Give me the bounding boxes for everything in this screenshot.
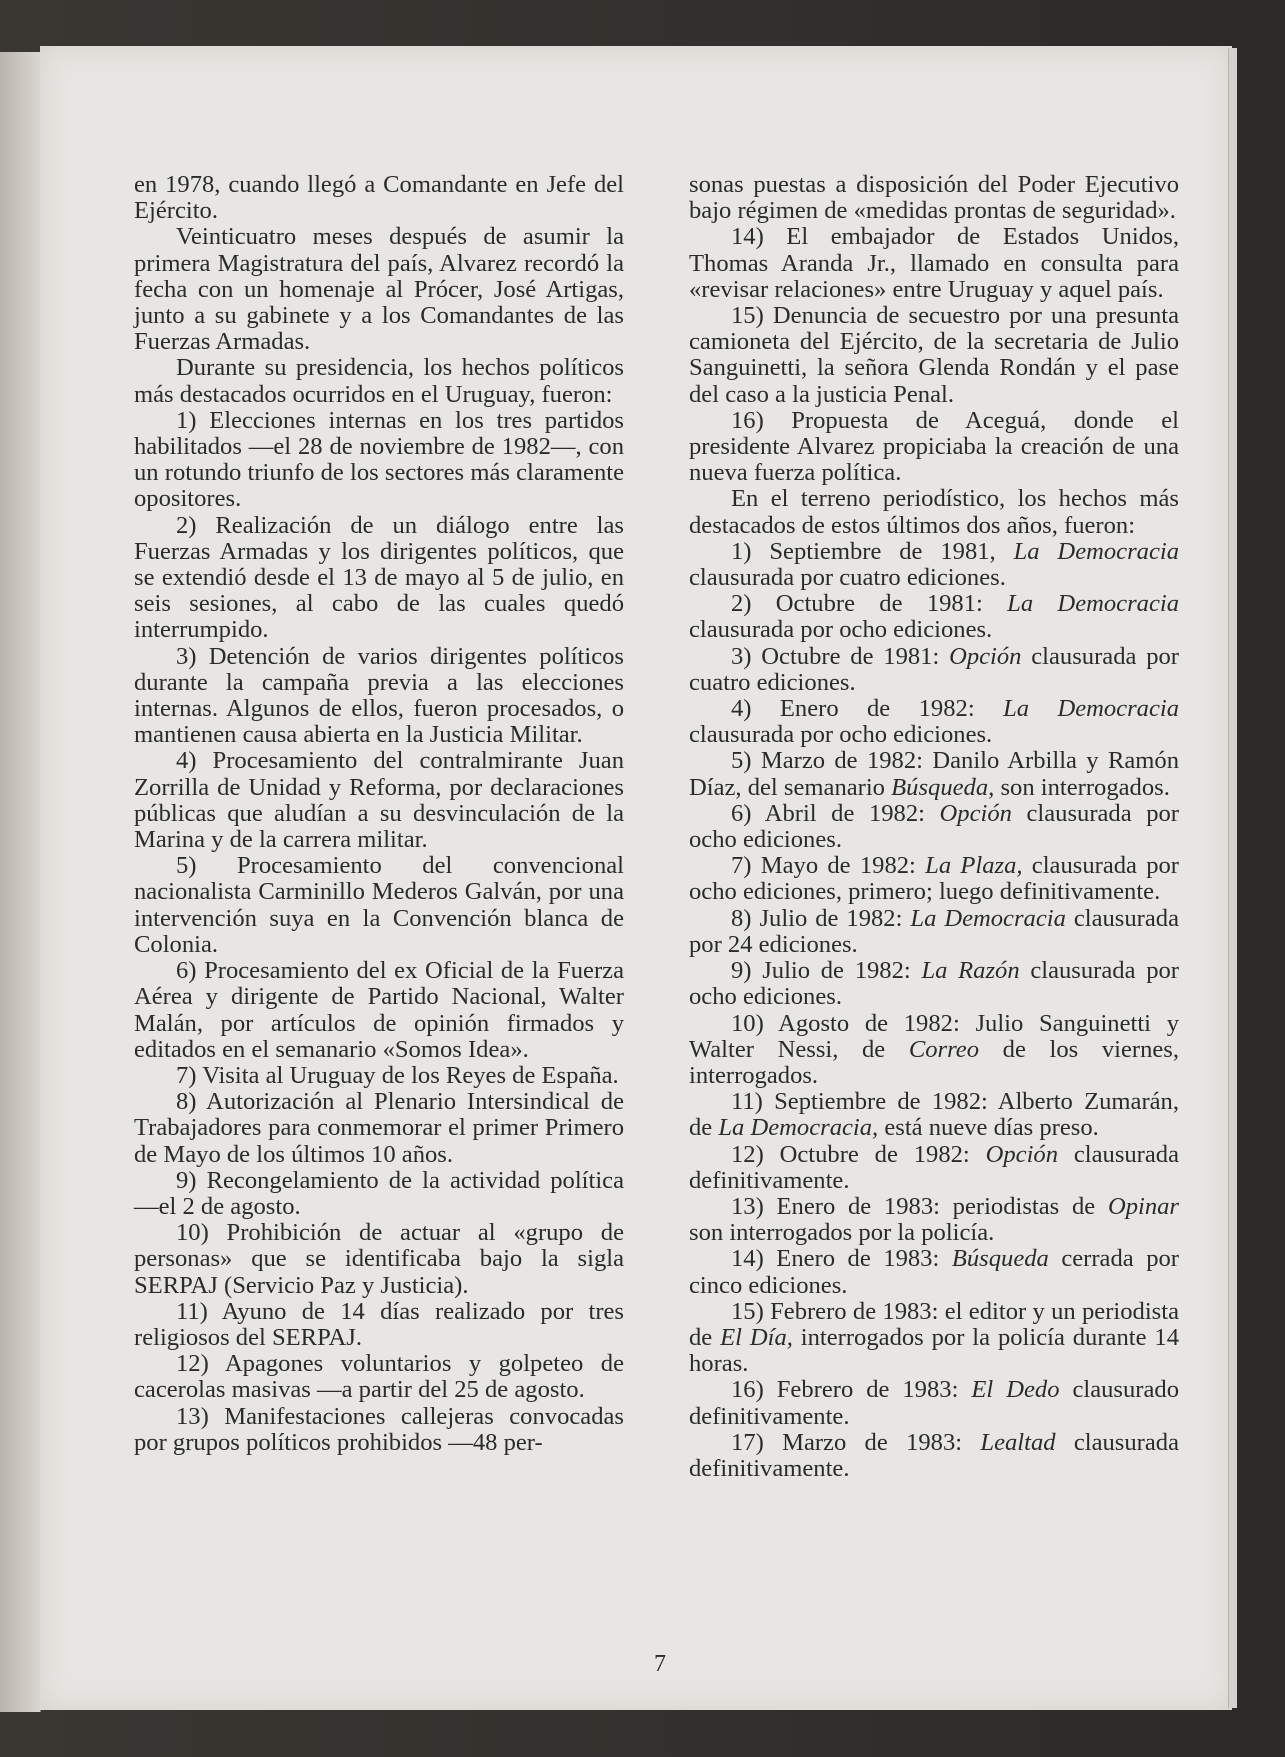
text-run: 3) Detención de varios dirigentes políticos durante la campaña previa a las elecciones internas. Algunos de ellos, fueron procesados, o mantienen causa abierta en la Justicia Militar.: [134, 642, 624, 749]
text-run: son interrogados por la policía.: [689, 1219, 995, 1247]
publication-title: El Dedo: [971, 1376, 1060, 1404]
publication-title: Opción: [949, 642, 1022, 670]
text-run: clausurada por ocho ediciones, primero; luego definitivamente.: [689, 852, 1179, 906]
text-run: son interrogados.: [994, 773, 1170, 801]
list-item: [689, 644, 1179, 696]
list-item: [689, 1011, 1179, 1090]
list-item: [689, 1299, 1179, 1378]
text-run: clausurada definitivamente.: [689, 1428, 1179, 1482]
list-item: [134, 958, 624, 1063]
list-item: [689, 539, 1179, 591]
text-run: 16) Febrero de 1983:: [731, 1376, 972, 1404]
paragraph: [134, 172, 624, 224]
publication-title: La Democracia: [1013, 537, 1179, 565]
list-item: [689, 1246, 1179, 1298]
text-run: 7) Mayo de 1982:: [731, 852, 926, 880]
text-run: 4) Procesamiento del contralmirante Juan Zorrilla de Unidad y Reforma, por declaraciones públicas que aludían a su desvinculación de la Marina y de la carrera militar.: [134, 747, 624, 854]
text-run: está nueve días preso.: [878, 1114, 1099, 1142]
left-column: [134, 172, 624, 1456]
list-item: [689, 224, 1179, 303]
list-item: [134, 1404, 624, 1456]
publication-title: La Democracia,: [718, 1114, 879, 1142]
text-run: clausurada por ocho ediciones.: [689, 799, 1179, 854]
text-run: clausurada por cuatro ediciones.: [689, 564, 1006, 592]
text-run: 3) Octubre de 1981:: [731, 642, 950, 670]
text-run: 2) Octubre de 1981:: [731, 590, 1008, 618]
text-run: 11) Ayuno de 14 días realizado por tres religiosos del SERPAJ.: [134, 1297, 624, 1351]
list-item: [134, 408, 624, 513]
list-item: [134, 1351, 624, 1403]
text-run: 5) Procesamiento del convencional nacionalista Carminillo Mederos Galván, por una intervención suya en la Convención blanca de Colonia.: [134, 852, 624, 958]
text-run: en 1978, cuando llegó a Comandante en Jefe del Ejército.: [134, 171, 624, 225]
publication-title: El Día,: [720, 1323, 793, 1351]
text-run: Durante su presidencia, los hechos políticos más destacados ocurridos en el Uruguay, fueron:: [134, 354, 624, 408]
text-run: Veinticuatro meses después de asumir la primera Magistratura del país, Alvarez recordó la fecha con un homenaje al Prócer, José Artigas, junto a su gabinete y a los Comandantes de las Fuerzas Armadas.: [134, 223, 624, 356]
text-run: clausurada definitivamente.: [689, 1140, 1180, 1194]
list-item: [134, 748, 624, 853]
text-run: 14) El embajador de Estados Unidos, Thomas Aranda Jr., llamado en consulta para «revisar relaciones» entre Uruguay y aquel país.: [689, 223, 1179, 303]
text-run: 12) Octubre de 1982:: [731, 1140, 986, 1168]
text-run: 14) Enero de 1983:: [731, 1245, 952, 1273]
text-run: 1) Elecciones internas en los tres partidos habilitados —el 28 de noviembre de 1982—, con un rotundo triunfo de los sectores más claramente opositores.: [134, 406, 624, 513]
text-run: 5) Marzo de 1982: Danilo Arbilla y Ramón Díaz, del semanario: [689, 747, 1179, 801]
text-run: interrogados por la policía durante 14 horas.: [689, 1323, 1179, 1378]
publication-title: Opinar: [1107, 1192, 1179, 1220]
list-item: [134, 1220, 624, 1299]
page-number: 7: [654, 1651, 666, 1677]
text-run: 17) Marzo de 1983:: [731, 1428, 981, 1456]
text-run: 6) Procesamiento del ex Oficial de la Fuerza Aérea y dirigente de Partido Nacional, Walter Malán, por artículos de opinión firmados y editados en el semanario «Somos Idea».: [134, 957, 624, 1063]
list-item: [689, 1377, 1179, 1429]
text-run: 16) Propuesta de Aceguá, donde el presidente Alvarez propiciaba la creación de una nueva fuerza política.: [689, 406, 1179, 487]
list-item: [689, 408, 1179, 487]
list-item: [689, 1430, 1179, 1482]
list-item: [689, 748, 1179, 800]
list-item: [689, 801, 1179, 853]
text-run: 8) Autorización al Plenario Intersindical de Trabajadores para conmemorar el primer Primero de Mayo de los últimos 10 años.: [134, 1088, 624, 1168]
list-item: [689, 958, 1179, 1010]
text-run: cerrada por cinco ediciones.: [689, 1245, 1179, 1299]
text-run: 13) Manifestaciones callejeras convocadas por grupos políticos prohibidos —48 per-: [134, 1402, 624, 1456]
text-run: 9) Recongelamiento de la actividad política —el 2 de agosto.: [134, 1166, 624, 1220]
text-run: 9) Julio de 1982:: [731, 957, 922, 985]
publication-title: La Democracia: [910, 904, 1066, 932]
text-run: 1) Septiembre de 1981,: [731, 537, 1014, 565]
list-item: [689, 1142, 1179, 1194]
list-item: [134, 1168, 624, 1220]
text-run: 10) Agosto de 1982: Julio Sanguinetti y Walter Nessi, de: [689, 1009, 1179, 1063]
text-run: de los viernes, interrogados.: [689, 1035, 1180, 1089]
publication-title: Opción: [985, 1140, 1059, 1168]
text-run: clausurada por ocho ediciones.: [689, 721, 993, 749]
list-item: [689, 696, 1179, 748]
text-run: clausurado definitivamente.: [689, 1376, 1179, 1430]
list-item: [134, 1299, 624, 1351]
text-run: sonas puestas a disposición del Poder Ejecutivo bajo régimen de «medidas prontas de seguridad».: [689, 171, 1179, 225]
text-run: 15) Febrero de 1983: el editor y un periodista de: [689, 1297, 1179, 1351]
text-run: En el terreno periodístico, los hechos más destacados de estos últimos dos años, fueron:: [689, 485, 1179, 539]
text-run: 10) Prohibición de actuar al «grupo de personas» que se identificaba bajo la sigla SERPAJ (Servicio Paz y Justicia).: [134, 1219, 624, 1299]
list-item: [689, 853, 1179, 905]
list-item: [689, 591, 1179, 643]
text-run: 2) Realización de un diálogo entre las Fuerzas Armadas y los dirigentes políticos, que se extendió desde el 13 de mayo al 5 de julio, en seis sesiones, al cabo de las cuales quedó interrumpido.: [134, 511, 624, 644]
paragraph: [689, 172, 1179, 224]
list-item: [689, 1089, 1179, 1141]
text-run: 12) Apagones voluntarios y golpeteo de cacerolas masivas —a partir del 25 de agosto.: [134, 1350, 624, 1404]
publication-title: La Democracia: [1003, 695, 1180, 723]
previous-page-edge: [0, 52, 41, 1712]
publication-title: Opción: [939, 799, 1012, 827]
publication-title: Lealtad: [980, 1428, 1056, 1456]
publication-title: Búsqueda: [951, 1245, 1049, 1273]
text-run: clausurada por 24 ediciones.: [689, 904, 1179, 958]
right-column: [689, 172, 1179, 1482]
text-run: clausurada por ocho ediciones.: [689, 616, 993, 644]
list-item: [134, 1089, 624, 1168]
list-item: [134, 1063, 624, 1089]
list-item: [134, 644, 624, 749]
paragraph: [689, 486, 1179, 538]
text-run: 4) Enero de 1982:: [731, 695, 1004, 723]
list-item: [134, 513, 624, 644]
publication-title: Búsqueda,: [891, 773, 995, 801]
page-right-edge: [1228, 48, 1237, 1708]
publication-title: La Plaza,: [925, 852, 1023, 880]
text-run: 8) Julio de 1982:: [731, 904, 911, 932]
text-run: 15) Denuncia de secuestro por una presunta camioneta del Ejército, de la secretaria de Julio Sanguinetti, la señora Glenda Rondán y el pase del caso a la justicia Penal.: [689, 302, 1179, 408]
paragraph: [134, 224, 624, 355]
list-item: [689, 1194, 1179, 1246]
publication-title: La Democracia: [1007, 590, 1179, 618]
text-run: 6) Abril de 1982:: [731, 799, 940, 827]
text-run: clausurada por ocho ediciones.: [689, 957, 1179, 1011]
text-run: 11) Septiembre de 1982: Alberto Zumarán, de: [689, 1088, 1179, 1142]
publication-title: La Razón: [921, 957, 1020, 985]
list-item: [689, 303, 1179, 408]
text-run: 7) Visita al Uruguay de los Reyes de España.: [176, 1061, 619, 1089]
text-run: 13) Enero de 1983: periodistas de: [731, 1192, 1108, 1220]
list-item: [134, 853, 624, 958]
publication-title: Correo: [908, 1035, 980, 1063]
paragraph: [134, 355, 624, 407]
text-run: clausurada por cuatro ediciones.: [689, 642, 1179, 696]
list-item: [689, 906, 1179, 958]
